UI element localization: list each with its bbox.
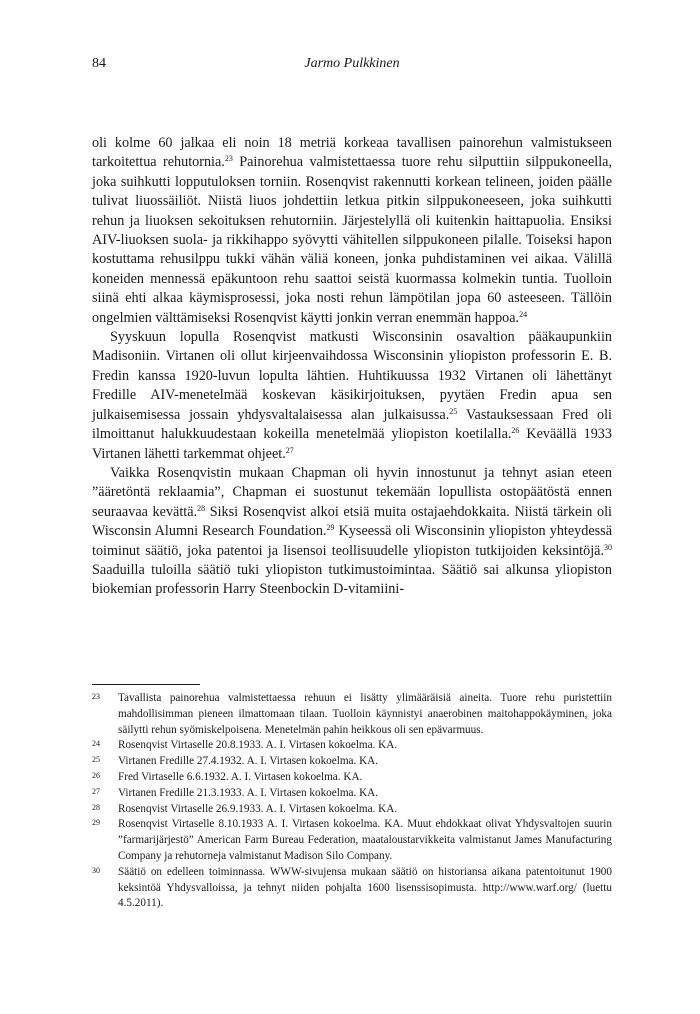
footnotes [92, 691, 612, 912]
footnote-ref-28: 28 [197, 503, 206, 513]
footnote-27 [92, 786, 612, 802]
paragraph-3-text-a: Vaikka Rosenqvistin mukaan Chapman oli hyvin innostunut ja tehnyt asian eteen ”ääretöntä reklaamia”, Chapman ei suostunut tekemään lopullista ostopäätöstä ennen seuraavaa kevättä. [92, 464, 612, 520]
footnote-text: Fred Virtaselle 6.6.1932. A. I. Virtasen kokoelma. KA. [118, 770, 363, 783]
footnote-divider [92, 684, 200, 685]
paragraph-2-text-b: Vastauksessaan Fred oli ilmoittanut halukkuudestaan kokeilla menetelmää yliopiston koetilalla. [92, 406, 612, 443]
paragraph-2 [92, 328, 612, 464]
footnote-number: 23 [92, 692, 100, 701]
footnote-number: 28 [92, 802, 100, 812]
page-number: 84 [92, 56, 106, 71]
footnote-text: Virtanen Fredille 27.4.1932. A. I. Virtasen kokoelma. KA. [118, 755, 379, 768]
footnote-26 [92, 770, 612, 786]
paragraph-1-text-a: oli kolme 60 jalkaa eli noin 18 metriä korkeaa tavallisen painorehun valmistukseen tarkoitettua rehutornia. [92, 135, 612, 171]
footnote-ref-25: 25 [449, 406, 458, 416]
footnote-ref-23: 23 [224, 154, 233, 164]
paragraph-2-text-a: Syyskuun lopulla Rosenqvist matkusti Wisconsinin osavaltion pääkaupunkiin Madisoniin. Virtanen oli ollut kirjeenvaihdossa Wisconsinin yliopiston professorin E. B. Fredin kanssa 1920-luvun lopulta lähtien. Huhtikuussa 1932 Virtanen oli lähettänyt Fredille AIV-menetelmää koskevan käsikirjoituksen, pyytäen Fredin apua sen julkaisemisessa jossain yhdysvaltalaisessa alan julkaisussa. [92, 329, 612, 423]
footnote-ref-26: 26 [511, 426, 520, 436]
footnote-number: 24 [92, 739, 100, 749]
footnote-29 [92, 817, 612, 864]
footnote-text: Virtanen Fredille 21.3.1933. A. I. Virtasen kokoelma. KA. [118, 786, 379, 799]
footnote-number: 30 [92, 865, 100, 875]
footnote-number: 25 [92, 755, 100, 765]
footnote-number: 29 [92, 818, 100, 828]
paragraph-1 [92, 134, 612, 328]
footnote-ref-27: 27 [285, 445, 294, 455]
paragraph-3 [92, 464, 612, 600]
footnote-text: Tavallista painorehua valmistettaessa rehuun ei lisätty ylimääräisiä aineita. Tuore rehu puristettiin mahdollisimman pieneen ilmattomaan tilaan. Tuolloin käynnistyi anaerobinen maitohappokäyminen, joka säilytti rehun syömiskelpoisena. Menetelmän pahin heikkous oli sen epävarmuus. [118, 692, 612, 736]
footnote-ref-30: 30 [604, 542, 612, 552]
paragraph-2-text-c: Keväällä 1933 Virtanen lähetti tarkemmat ohjeet. [92, 426, 612, 462]
footnote-number: 26 [92, 770, 100, 780]
paragraph-3-text-b: Siksi Rosenqvist alkoi etsiä muita ostajaehdokkaita. Niistä tärkein oli Wisconsin Alumni Research Foundation. [92, 503, 612, 540]
footnote-23 [92, 691, 612, 738]
footnote-ref-24: 24 [519, 309, 528, 319]
footnote-28 [92, 802, 612, 818]
footnote-24 [92, 738, 612, 754]
footnote-25 [92, 754, 612, 770]
body-text [92, 134, 612, 600]
paragraph-3-text-d: Saaduilla tuloilla säätiö tuki yliopiston tutkimustoimintaa. Säätiö sai alkunsa yliopiston biokemian professorin Harry Steenbockin D-vitamiini- [92, 561, 612, 598]
footnote-30 [92, 865, 612, 912]
footnote-ref-29: 29 [326, 523, 335, 533]
running-head-author: Jarmo Pulkkinen [304, 56, 400, 71]
page-header [92, 56, 612, 76]
footnote-text: Rosenqvist Virtaselle 8.10.1933 A. I. Virtasen kokoelma. KA. Muut ehdokkaat olivat Yhdysvaltojen suurin ”farmarijärjestö” American Farm Bureau Federation, maataloustarvikkeita valmistanut James Manufacturing Company ja rehutorneja valmistanut Madison Silo Company. [118, 818, 612, 862]
footnote-text: Rosenqvist Virtaselle 26.9.1933. A. I. Virtasen kokoelma. KA. [118, 802, 398, 815]
footnote-text: Rosenqvist Virtaselle 20.8.1933. A. I. Virtasen kokoelma. KA. [118, 739, 398, 752]
footnote-text: Säätiö on edelleen toiminnassa. WWW-sivujensa mukaan säätiö on historiansa aikana patentoitunut 1900 keksintöä Yhdysvalloissa, ja tehnyt niiden pohjalta 1600 lisenssisopimusta. http://www.warf.org/ (luettu 4.5.2011). [118, 865, 612, 910]
footnote-number: 27 [92, 786, 100, 796]
paragraph-1-text-b: Painorehua valmistettaessa tuore rehu silputtiin silppukoneella, joka suihkutti lopputuloksen torniin. Rosenqvist rakennutti korkean telineen, joiden päälle tulivat liuossäiliöt. Niistä liuos johdettiin letkua pitkin silppukoneeseen, joka suihkutti rehun ja liuoksen sekoituksen rehutorniin. Järjestelyllä oli kuitenkin haittapuolia. Ensiksi AIV-liuoksen suola- ja rikkihappo syövytti vähitellen silppukoneen pilalle. Toiseksi hapon kostuttama rehusilppu tukki vähän väliä koneen, jonka puhdistaminen vei aikaa. Välillä koneiden mennessä epäkuntoon rehu saattoi seistä kuormassa kolmekin tuntia. Tuolloin siinä ehti alkaa käymisprosessi, joka nosti rehun lämpötilan jopa 60 asteeseen. Tällöin ongelmien välttämiseksi Rosenqvist käytti jonkin verran enemmän happoa. [92, 154, 612, 326]
paragraph-3-text-c: Kyseessä oli Wisconsinin yliopiston yhteydessä toiminut säätiö, joka patentoi ja lisensoi teollisuudelle yliopiston tutkijoiden keksintöjä. [92, 523, 612, 559]
